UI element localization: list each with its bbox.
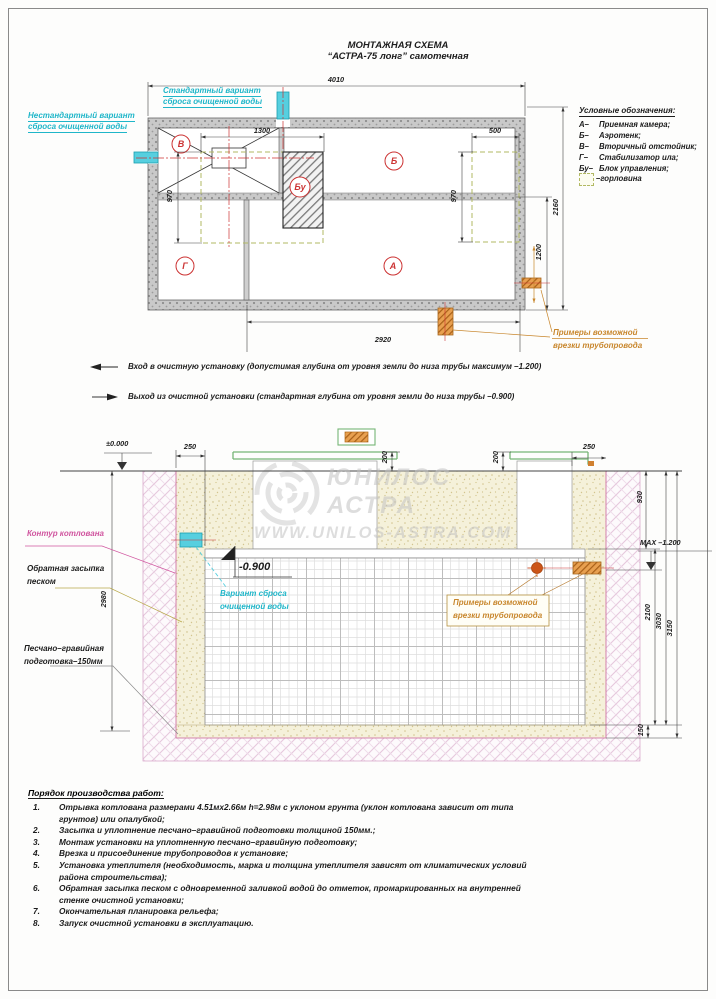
dim-970-right: 970 <box>448 190 458 203</box>
work-order-item: 4. Врезка и присоединение трубопроводов к установке; <box>33 848 289 859</box>
dim-3150: 3150 <box>664 620 674 637</box>
chamber-a: А <box>389 261 397 271</box>
chamber-bu: Бу <box>294 182 306 192</box>
pit-contour-label: Контур котлована <box>27 529 104 538</box>
legend-item: А– Приемная камера; <box>579 120 671 129</box>
dim-930: 930 <box>634 491 644 504</box>
pipe-examples-section-line2: врезки трубопровода <box>453 611 543 620</box>
outlet-variant-label-line2: очищенной воды <box>220 602 289 611</box>
nonstandard-outlet-pipe <box>134 152 158 163</box>
note-outlet: Выход из очистной установки (стандартная глубина от уровня земли до низа трубы –0.900) <box>128 392 515 401</box>
dim-2920: 2920 <box>374 335 392 344</box>
pipe-examples-plan-line2: врезки трубопровода <box>553 341 643 350</box>
inlet-arrow-icon <box>90 364 101 371</box>
dim-4010: 4010 <box>327 75 345 84</box>
dim-250-left: 250 <box>183 442 197 451</box>
chamber-v: В <box>177 139 185 149</box>
dim-200-left: 200 <box>379 451 389 464</box>
outlet-arrow-icon <box>107 394 118 401</box>
standard-outlet-label-line1: Стандартный вариант <box>163 86 261 97</box>
work-order-item: 6. Обратная засыпка песком с одновременной заливкой водой до отметок, промаркированных на внутренней стенке очистной установки; <box>33 883 521 905</box>
legend-item: Г– Стабилизатор ила; <box>579 153 679 162</box>
work-order-item: 1. Отрывка котлована размерами 4.51мх2.66м h=2.98м с уклоном грунта (уклон котлована зависит от типа грунтов) или опалубкой; <box>33 802 514 824</box>
outlet-variant-label-line1: Вариант сброса <box>220 589 287 598</box>
plan-wall-horizontal <box>158 193 515 200</box>
bedding-label-line2: подготовка–150мм <box>24 657 103 666</box>
legend-item: Бу– Блок управления; <box>579 164 669 173</box>
drawing-title-line2: “АСТРА-75 лонг” самотечная <box>327 51 469 62</box>
dim-500: 500 <box>488 126 502 135</box>
level-outlet: -0.900 <box>239 561 271 573</box>
dim-3030: 3030 <box>653 613 663 630</box>
note-inlet: Вход в очистную установку (допустимая глубина от уровня земли до низа трубы максимум –1.200) <box>128 362 542 371</box>
dim-970-left: 970 <box>164 190 174 203</box>
dim-2980: 2980 <box>98 591 108 608</box>
flow-arrows <box>90 364 118 401</box>
backfill-label-line1: Обратная засыпка <box>27 564 105 573</box>
legend-title: Условные обозначения: <box>579 106 675 117</box>
dim-250-right: 250 <box>582 442 596 451</box>
legend-gorlovina: –горловина <box>596 174 642 183</box>
watermark-brand-line2: АСТРА <box>327 492 417 519</box>
work-order-item: 5. Установка утеплителя (необходимость, марка и толщина утеплителя зависят от климатических условий района строительства); <box>33 859 527 882</box>
work-order <box>28 783 538 930</box>
dim-150: 150 <box>635 724 645 737</box>
level-zero: ±0.000 <box>106 439 129 448</box>
watermark-brand-line1: ЮНИЛОС <box>327 464 452 491</box>
drawing-title-line1: МОНТАЖНАЯ СХЕМА <box>347 40 449 51</box>
plan-wall-v2 <box>244 200 249 300</box>
tank-top-slab <box>205 549 585 558</box>
pipe-examples-plan-line1: Примеры возможной <box>553 328 638 337</box>
nonstandard-outlet-label-line1: Нестандартный вариант <box>28 111 135 122</box>
legend-item: В– Вторичный отстойник; <box>579 142 697 151</box>
tank-body <box>205 558 585 725</box>
work-order-item: 3. Монтаж установки на уплотненную песчано–гравийную подготовку; <box>33 836 358 847</box>
work-order-title: Порядок производства работ: <box>28 788 164 798</box>
lid-latch <box>588 461 594 466</box>
level-max: МАХ –1.200 <box>640 538 681 547</box>
dim-1300: 1300 <box>253 126 271 135</box>
neck-swatch-icon <box>579 173 594 186</box>
dim-2160: 2160 <box>550 199 560 216</box>
dim-1200: 1200 <box>533 244 543 261</box>
dim-200-right: 200 <box>490 451 500 464</box>
work-order-item: 8. Запуск очистной установки в эксплуатацию. <box>33 917 254 928</box>
work-order-item: 2. Засыпка и уплотнение песчано–гравийной подготовки толщиной 150мм.; <box>33 825 376 836</box>
neck-right <box>517 461 572 549</box>
chamber-g: Г <box>182 261 188 271</box>
dim-2100: 2100 <box>642 604 652 621</box>
standard-outlet-label-line2: сброса очищенной воды <box>163 97 262 108</box>
vent <box>338 429 375 445</box>
backfill-label-line2: песком <box>27 577 56 586</box>
chamber-b: Б <box>390 156 398 166</box>
bedding-label-line1: Песчано–гравийная <box>24 644 104 653</box>
zero-level-mark <box>104 453 152 470</box>
watermark-url: WWW.UNILOS-ASTRA.COM <box>254 524 512 542</box>
work-order-item: 7. Окончательная планировка рельефа; <box>33 906 219 917</box>
plan-view <box>134 82 648 352</box>
legend-item: Б– Аэротенк; <box>579 131 641 140</box>
nonstandard-outlet-label-line2: сброса очищенной воды <box>28 122 127 133</box>
pipe-examples-section-line1: Примеры возможной <box>453 598 538 607</box>
